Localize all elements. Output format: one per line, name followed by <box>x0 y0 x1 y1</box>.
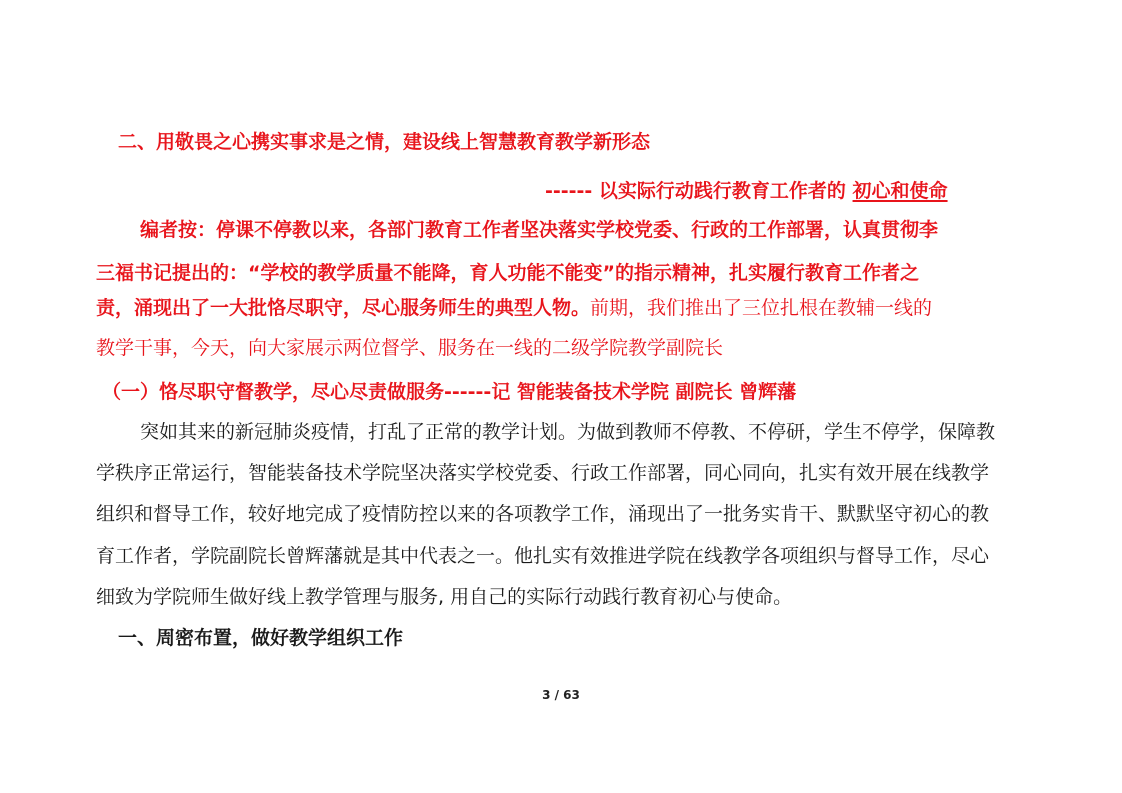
subtitle <box>545 178 948 204</box>
paragraph-line: 育工作者，学院副院长曾辉藩就是其中代表之一。他扎实有效推进学院在线教学各项组织与督导工作，尽心 <box>96 545 990 567</box>
paragraph-line: 组织和督导工作，较好地完成了疫情防控以来的各项教学工作，涌现出了一批务实肯干、默默坚守初心的教 <box>96 503 990 525</box>
page-number: 3 / 63 <box>542 688 580 702</box>
paragraph-line: 学秩序正常运行，智能装备技术学院坚决落实学校党委、行政工作部署，同心同向，扎实有效开展在线教学 <box>96 462 990 484</box>
editor-note-line-2: 三福书记提出的：“学校的教学质量不能降，育人功能不能变”的指示精神，扎实履行教育工作者之 <box>96 262 919 284</box>
editor-note-line-3-normal: 前期，我们推出了三位扎根在教辅一线的 <box>590 297 933 319</box>
editor-note-line-3-bold: 责，涌现出了一大批恪尽职守，尽心服务师生的典型人物。 <box>96 297 591 319</box>
sub-heading: （一）恪尽职守督教学，尽心尽责做服务------记 智能装备技术学院 副院长 曾辉藩 <box>102 381 797 403</box>
editor-note-line-1: 编者按：停课不停教以来，各部门教育工作者坚决落实学校党委、行政的工作部署，认真贯彻李 <box>140 219 939 241</box>
subtitle-emphasis: 初心和使命 <box>852 180 948 202</box>
paragraph-line: 细致为学院师生做好线上教学管理与服务, 用自己的实际行动践行教育初心与使命。 <box>96 586 793 608</box>
editor-note-line-4: 教学干事，今天，向大家展示两位督学、服务在一线的二级学院教学副院长 <box>96 337 724 359</box>
subtitle-prefix: ------ 以实际行动践行教育工作者的 <box>545 180 853 202</box>
section-heading: 二、用敬畏之心携实事求是之情，建设线上智慧教育教学新形态 <box>118 131 651 153</box>
editor-note-line-3 <box>96 295 932 321</box>
section-subheading: 一、周密布置，做好教学组织工作 <box>118 627 404 649</box>
paragraph-line: 突如其来的新冠肺炎疫情，打乱了正常的教学计划。为做到教师不停教、不停研，学生不停学，保障教 <box>140 421 996 443</box>
